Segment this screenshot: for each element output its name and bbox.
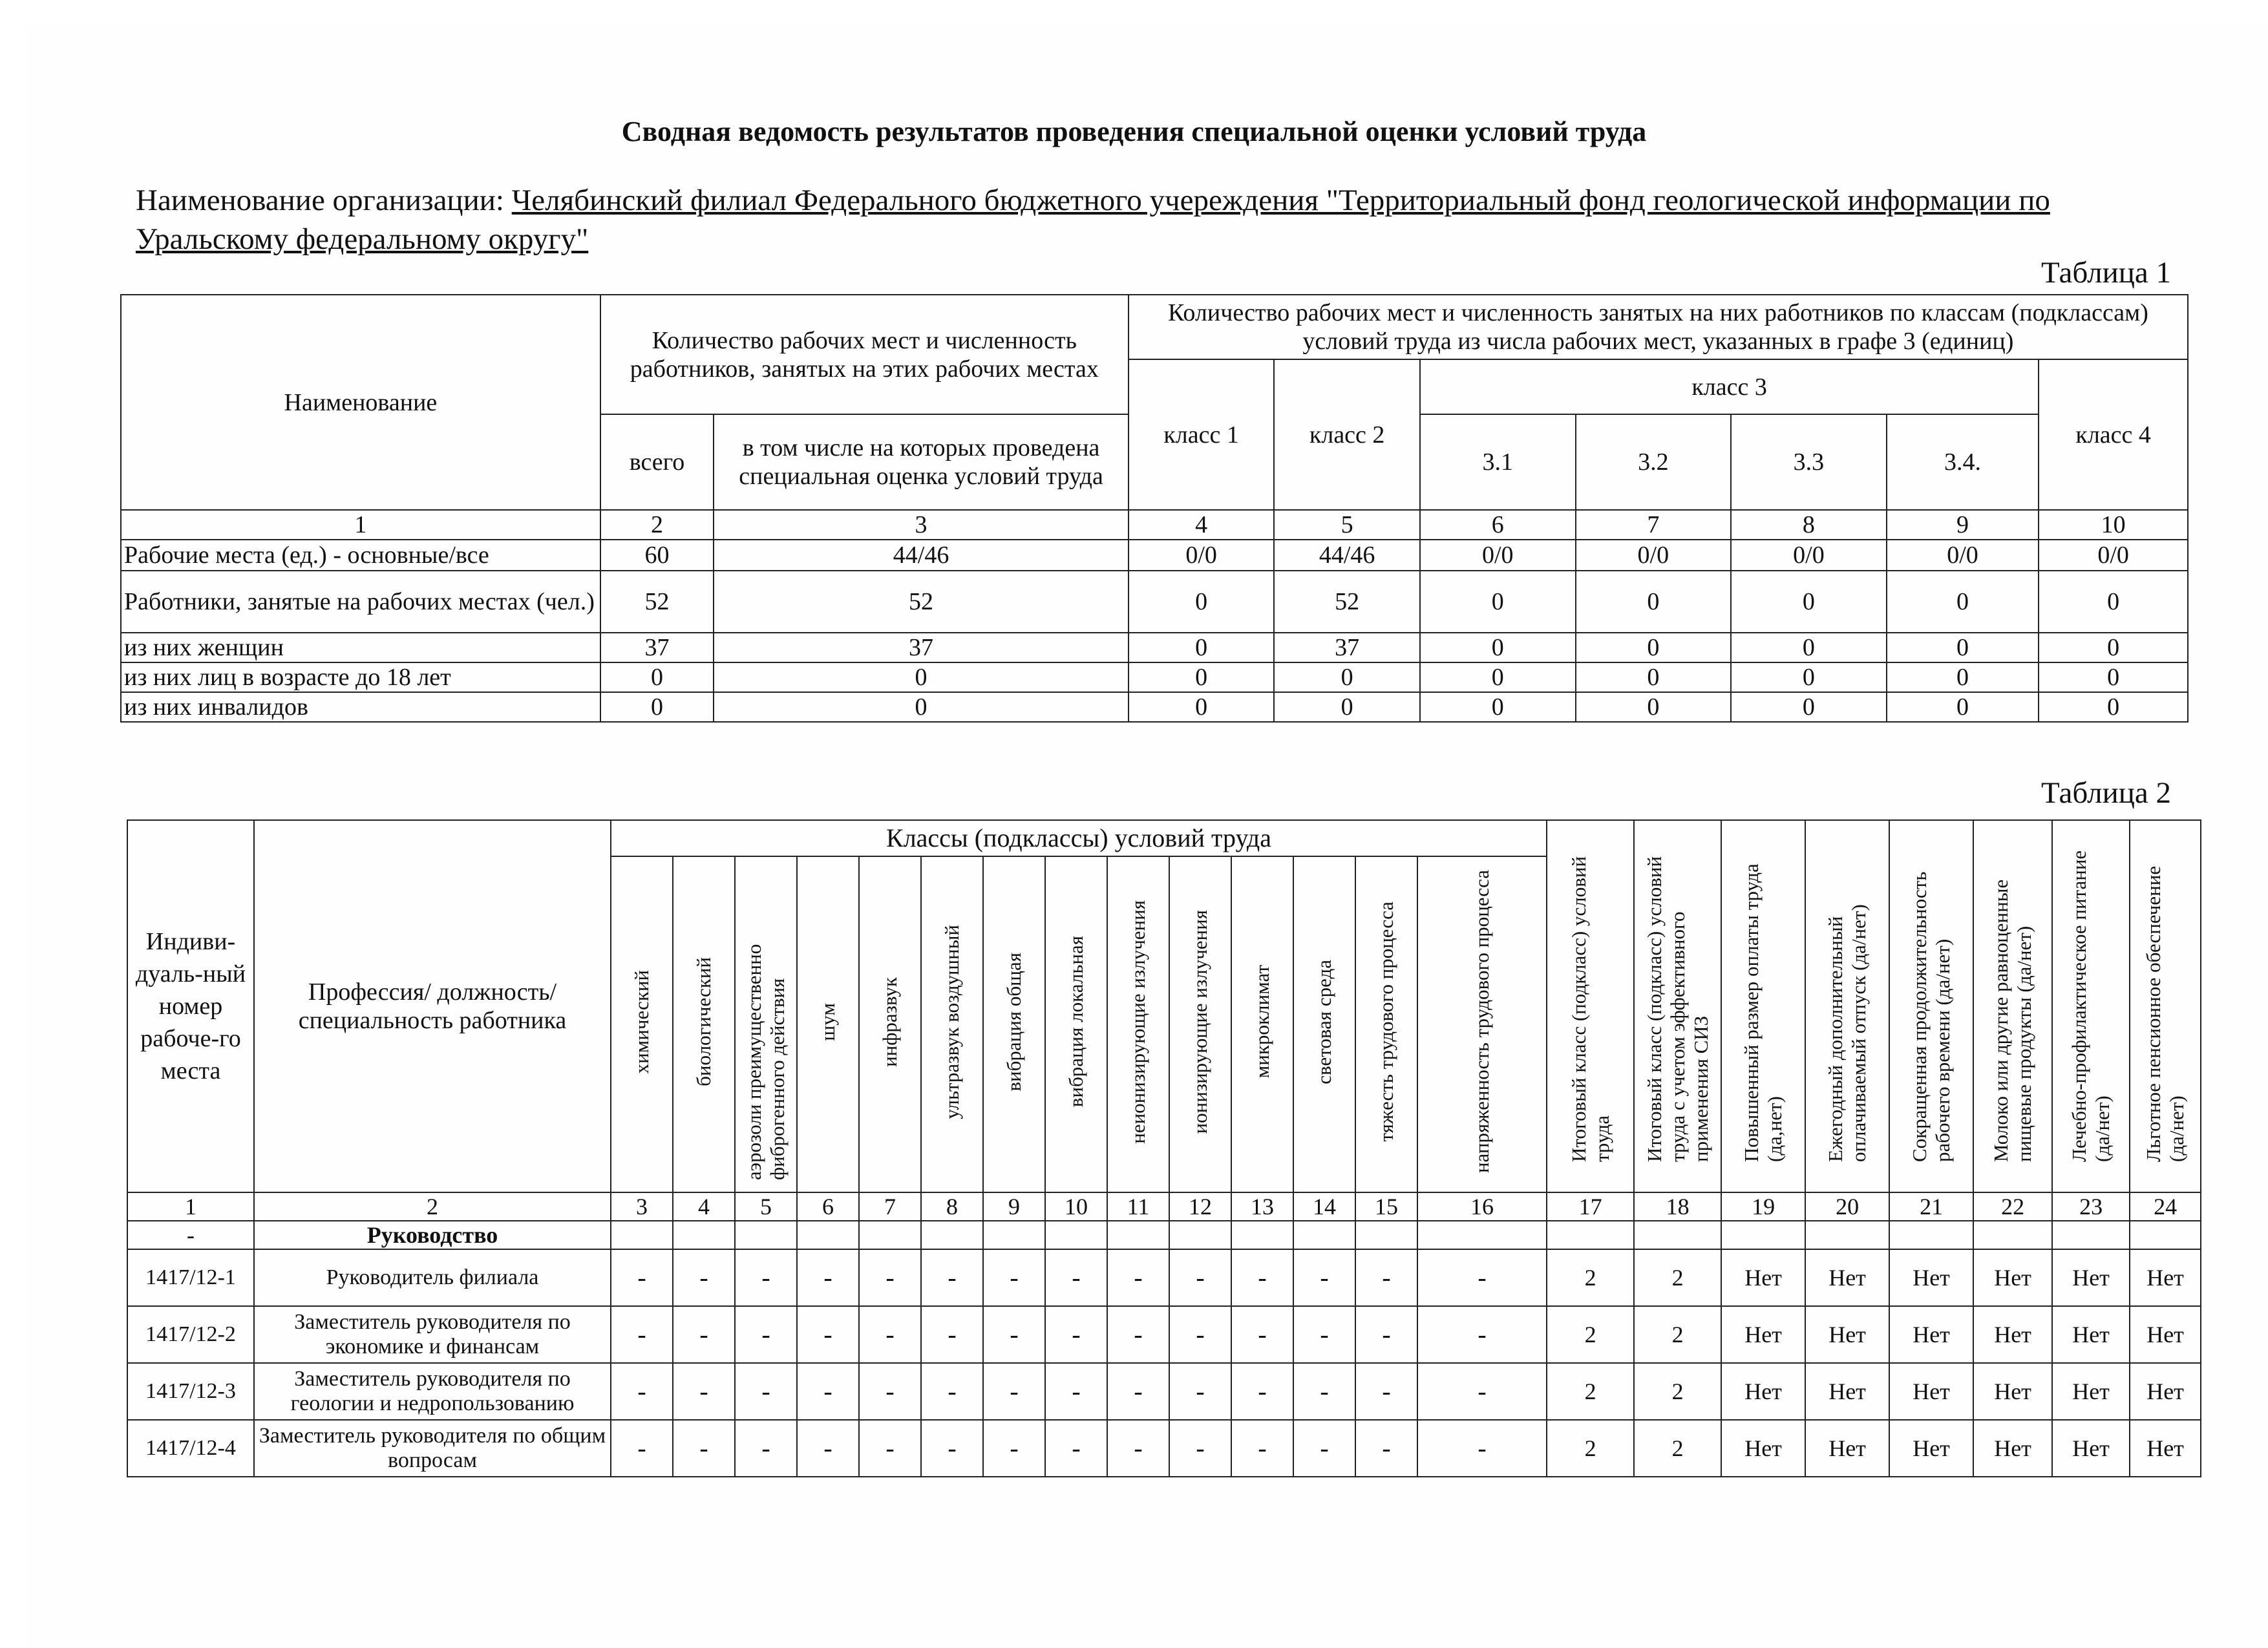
t2-factor-text: химический	[630, 969, 653, 1074]
table-cell: -	[1231, 1306, 1293, 1363]
table-cell: 0/0	[1420, 540, 1576, 571]
table-cell: Нет	[2052, 1249, 2130, 1306]
table-cell: 2	[1547, 1363, 1634, 1420]
t2-colnum: 24	[2130, 1192, 2201, 1221]
row-label: из них инвалидов	[121, 692, 600, 722]
t2-factor-text: вибрация общая	[1002, 952, 1025, 1092]
table-cell: 0	[1420, 633, 1576, 662]
t2-colnum: 15	[1355, 1192, 1417, 1221]
table-cell: -	[1355, 1420, 1417, 1477]
t2-factor-text: инфразвук	[878, 977, 901, 1067]
table-cell: -	[1293, 1306, 1355, 1363]
table-cell: Нет	[2052, 1306, 2130, 1363]
table-cell: Нет	[1889, 1363, 1973, 1420]
workplace-table	[127, 819, 2201, 1477]
table-cell: 0	[1887, 692, 2039, 722]
table-cell: -	[1169, 1420, 1231, 1477]
t2-header-pension-text: Льготное пенсионное обеспечение (да/нет)	[2142, 865, 2189, 1162]
table-cell	[1169, 1221, 1231, 1249]
table-cell	[611, 1221, 673, 1249]
table-cell: 0	[1731, 692, 1887, 722]
t2-factor-text: напряженность трудового процесса	[1470, 870, 1494, 1174]
t2-factor-text: микроклимат	[1251, 965, 1273, 1079]
t2-colnum: 7	[859, 1192, 921, 1221]
table-cell: 52	[1274, 571, 1420, 633]
table-cell: 0	[1129, 692, 1275, 722]
profession-name: Заместитель руководителя по геологии и недропользованию	[254, 1363, 611, 1420]
table-cell: -	[1045, 1306, 1107, 1363]
t2-header-id	[127, 820, 254, 1192]
table-cell: -	[797, 1363, 859, 1420]
table-cell: Нет	[1721, 1363, 1805, 1420]
table-cell: -	[1417, 1249, 1547, 1306]
table-cell: 2	[1547, 1420, 1634, 1477]
table-cell: -	[983, 1306, 1045, 1363]
t2-header-hours	[1889, 820, 1973, 1192]
t2-factor-header	[1355, 856, 1417, 1192]
profession-name: Заместитель руководителя по экономике и финансам	[254, 1306, 611, 1363]
row-label: Работники, занятые на рабочих местах (чел.)	[121, 571, 600, 633]
t2-colnum: 17	[1547, 1192, 1634, 1221]
table-cell: 0	[1129, 633, 1275, 662]
table-cell	[2052, 1221, 2130, 1249]
t1-header-classes: Количество рабочих мест и численность занятых на них работников по классам (подклассам) условий труда из числа рабочих мест, указанных в графе 3 (единиц)	[1129, 295, 2188, 359]
table-cell: 0	[1129, 571, 1275, 633]
table-cell	[1417, 1221, 1547, 1249]
table-row	[127, 1420, 2201, 1477]
table-cell: -	[921, 1306, 983, 1363]
t2-header-pay-text: Повышенный размер оплаты труда (да,нет)	[1740, 863, 1786, 1162]
table-cell: Нет	[2052, 1420, 2130, 1477]
table-cell: 0	[1274, 662, 1420, 692]
t2-colnum: 10	[1045, 1192, 1107, 1221]
table-cell: -	[1355, 1249, 1417, 1306]
table-cell: -	[673, 1249, 735, 1306]
workplace-id: 1417/12-4	[127, 1420, 254, 1477]
t2-header-classes: Классы (подклассы) условий труда	[611, 820, 1547, 856]
row-label: из них женщин	[121, 633, 600, 662]
table-cell: Нет	[1973, 1363, 2052, 1420]
table-cell: 0	[1576, 633, 1732, 662]
table-cell: 0	[2039, 692, 2188, 722]
table-row	[121, 692, 2188, 722]
t1-colnum: 9	[1887, 510, 2039, 540]
table-row	[127, 1363, 2201, 1420]
table-row	[121, 662, 2188, 692]
t2-factor-header	[1417, 856, 1547, 1192]
table-cell: -	[1355, 1363, 1417, 1420]
table-cell: 0	[714, 692, 1129, 722]
organization-label: Наименование организации:	[136, 184, 512, 217]
t2-header-id-text: Индиви-дуаль-ный номер рабоче-го места	[135, 928, 246, 1084]
t2-colnum: 16	[1417, 1192, 1547, 1221]
table-cell: 0	[1576, 692, 1732, 722]
t1-colnum: 10	[2039, 510, 2188, 540]
t2-factor-text: световая среда	[1313, 959, 1335, 1084]
table-cell: -	[611, 1249, 673, 1306]
t1-colnum: 8	[1731, 510, 1887, 540]
table-cell: -	[983, 1249, 1045, 1306]
t2-colnum: 11	[1107, 1192, 1169, 1221]
table-cell: Нет	[1721, 1420, 1805, 1477]
table-cell: 0	[1887, 633, 2039, 662]
table-cell: 2	[1634, 1249, 1721, 1306]
t2-colnum: 23	[2052, 1192, 2130, 1221]
t2-header-pension	[2130, 820, 2201, 1192]
table-cell	[797, 1221, 859, 1249]
t1-header-3-3: 3.3	[1731, 414, 1887, 510]
table-cell	[735, 1221, 797, 1249]
table-cell: Нет	[1889, 1249, 1973, 1306]
t2-header-final-class-text: Итоговый класс (подкласс) условий труда	[1567, 856, 1613, 1162]
table-cell	[1045, 1221, 1107, 1249]
t2-factor-header	[1231, 856, 1293, 1192]
workplace-id: 1417/12-1	[127, 1249, 254, 1306]
table-cell	[1547, 1221, 1634, 1249]
table-cell	[859, 1221, 921, 1249]
table-cell: 37	[714, 633, 1129, 662]
table-cell	[1805, 1221, 1889, 1249]
table-cell: -	[921, 1363, 983, 1420]
table-row	[127, 1249, 2201, 1306]
table-row	[121, 540, 2188, 571]
table-cell: 2	[1634, 1306, 1721, 1363]
table-cell: Нет	[1805, 1249, 1889, 1306]
t2-section-row	[127, 1221, 2201, 1249]
table-cell: -	[735, 1249, 797, 1306]
table-cell: -	[1231, 1363, 1293, 1420]
t1-header-class4: класс 4	[2039, 359, 2188, 510]
table-cell: 0	[1887, 571, 2039, 633]
table-cell: -	[1293, 1420, 1355, 1477]
table-cell: Нет	[1805, 1363, 1889, 1420]
table-cell: -	[859, 1420, 921, 1477]
table-cell: 44/46	[1274, 540, 1420, 571]
t2-factor-text: вибрация локальная	[1065, 936, 1087, 1108]
table-cell: -	[611, 1420, 673, 1477]
t2-header-final-class-siz-text: Итоговый класс (подкласс) условий труда с учетом эффективного применения СИЗ	[1642, 856, 1712, 1162]
row-label: из них лиц в возрасте до 18 лет	[121, 662, 600, 692]
t2-factor-header	[859, 856, 921, 1192]
t2-factor-header	[1045, 856, 1107, 1192]
table-cell: 0	[1274, 692, 1420, 722]
table-cell	[983, 1221, 1045, 1249]
table-cell: -	[1231, 1249, 1293, 1306]
table-cell: 2	[1634, 1420, 1721, 1477]
t2-column-numbers	[127, 1192, 2201, 1221]
table-cell: 2	[1547, 1306, 1634, 1363]
t2-colnum: 3	[611, 1192, 673, 1221]
t2-colnum: 21	[1889, 1192, 1973, 1221]
profession-name: Руководитель филиала	[254, 1249, 611, 1306]
t2-factor-text: шум	[816, 1002, 839, 1041]
t1-colnum: 7	[1576, 510, 1732, 540]
t2-factor-header	[797, 856, 859, 1192]
table-row	[127, 1306, 2201, 1363]
table-cell: 2	[1547, 1249, 1634, 1306]
table-cell: 0	[1420, 692, 1576, 722]
t1-header-assessed: в том числе на которых проведена специальная оценка условий труда	[714, 414, 1129, 510]
table-cell: Нет	[1721, 1249, 1805, 1306]
t2-factor-header	[921, 856, 983, 1192]
table-cell: Нет	[1889, 1420, 1973, 1477]
t2-factor-header	[1107, 856, 1169, 1192]
t2-header-final-class	[1547, 820, 1634, 1192]
table-cell: 0	[1731, 633, 1887, 662]
table-cell: -	[1293, 1249, 1355, 1306]
t2-colnum: 20	[1805, 1192, 1889, 1221]
t2-header-nutrition	[2052, 820, 2130, 1192]
table-cell: -	[921, 1249, 983, 1306]
summary-table	[120, 294, 2189, 723]
t2-factor-header	[983, 856, 1045, 1192]
t2-header-leave	[1805, 820, 1889, 1192]
table-cell: -	[611, 1363, 673, 1420]
table-cell: 0	[1129, 662, 1275, 692]
table-cell: -	[673, 1363, 735, 1420]
table-cell: -	[1107, 1306, 1169, 1363]
document-title: Сводная ведомость результатов проведения специальной оценки условий труда	[621, 116, 1647, 147]
table-cell: -	[1355, 1306, 1417, 1363]
table-cell: Нет	[1973, 1420, 2052, 1477]
t1-header-3-1: 3.1	[1420, 414, 1576, 510]
table-cell	[921, 1221, 983, 1249]
t1-colnum: 3	[714, 510, 1129, 540]
table-cell: 37	[1274, 633, 1420, 662]
table-cell: 0	[1420, 571, 1576, 633]
table-cell: 0	[1576, 571, 1732, 633]
table-cell: -	[673, 1420, 735, 1477]
t1-header-total: всего	[600, 414, 714, 510]
t1-colnum: 1	[121, 510, 600, 540]
table-cell: -	[797, 1249, 859, 1306]
t2-colnum: 2	[254, 1192, 611, 1221]
table-cell	[1973, 1221, 2052, 1249]
table-cell: Нет	[1805, 1306, 1889, 1363]
table-cell	[1293, 1221, 1355, 1249]
table-cell: 0	[1731, 662, 1887, 692]
t2-header-nutrition-text: Лечебно-профилактическое питание (да/нет)	[2068, 850, 2114, 1162]
row-label: Рабочие места (ед.) - основные/все	[121, 540, 600, 571]
t2-factor-text: аэрозоли преимущественно фиброгенного действия	[743, 944, 789, 1180]
table-cell: -	[1107, 1249, 1169, 1306]
t2-factor-text: биологический	[692, 957, 715, 1086]
table-cell: 0/0	[1576, 540, 1732, 571]
t1-column-numbers	[121, 510, 2188, 540]
table-cell: -	[983, 1420, 1045, 1477]
t1-header-places: Количество рабочих мест и численность работников, занятых на этих рабочих местах	[600, 295, 1129, 414]
table-cell: -	[859, 1306, 921, 1363]
table-cell	[673, 1221, 735, 1249]
table-cell: 0	[2039, 571, 2188, 633]
table-cell: 0/0	[1887, 540, 2039, 571]
t2-factor-header	[1169, 856, 1231, 1192]
section-mark: -	[127, 1221, 254, 1249]
t2-factor-text: неионизирующие излучения	[1127, 900, 1149, 1144]
organization-name: Челябинский филиал Федерального бюджетного учереждения "Территориальный фонд геологической информации по Уральскому федеральному округу"	[136, 184, 2050, 256]
table-cell: -	[983, 1363, 1045, 1420]
table-cell: 2	[1634, 1363, 1721, 1420]
t2-factor-header	[1293, 856, 1355, 1192]
table-cell: -	[1231, 1420, 1293, 1477]
t2-header-hours-text: Сокращенная продолжительность рабочего времени (да/нет)	[1908, 871, 1955, 1162]
table-cell: 0	[2039, 633, 2188, 662]
table-cell: 0	[1576, 662, 1732, 692]
profession-name: Заместитель руководителя по общим вопросам	[254, 1420, 611, 1477]
t2-colnum: 8	[921, 1192, 983, 1221]
t2-header-pay	[1721, 820, 1805, 1192]
table-cell	[1355, 1221, 1417, 1249]
t2-colnum: 19	[1721, 1192, 1805, 1221]
table-cell: 0	[1731, 571, 1887, 633]
t2-header-leave-text: Ежегодный дополнительный оплачиваемый отпуск (да/нет)	[1824, 904, 1871, 1162]
t2-factor-header	[611, 856, 673, 1192]
table-cell: -	[1417, 1363, 1547, 1420]
table-cell: -	[797, 1306, 859, 1363]
table-cell: -	[735, 1363, 797, 1420]
t2-colnum: 6	[797, 1192, 859, 1221]
t2-header-milk-text: Молоко или другие равноценные пищевые продукты (да/нет)	[1989, 879, 2036, 1162]
table-cell: Нет	[1805, 1420, 1889, 1477]
t1-colnum: 4	[1129, 510, 1275, 540]
table-cell: 60	[600, 540, 714, 571]
t1-header-3-2: 3.2	[1576, 414, 1732, 510]
table-cell: -	[921, 1420, 983, 1477]
table-cell: Нет	[2052, 1363, 2130, 1420]
t2-header-milk	[1973, 820, 2052, 1192]
table-cell: Нет	[1973, 1249, 2052, 1306]
table1-caption: Таблица 1	[2040, 256, 2171, 290]
section-title: Руководство	[254, 1221, 611, 1249]
table-cell: -	[1169, 1249, 1231, 1306]
t2-factor-text: тяжесть трудового процесса	[1375, 902, 1397, 1142]
table-cell: -	[1107, 1363, 1169, 1420]
table-cell: Нет	[1973, 1306, 2052, 1363]
t2-factor-text: ультразвук воздушный	[940, 924, 963, 1119]
workplace-id: 1417/12-3	[127, 1363, 254, 1420]
t1-header-class3: класс 3	[1420, 359, 2039, 414]
table-cell: -	[859, 1363, 921, 1420]
table-cell: -	[1107, 1420, 1169, 1477]
table-cell	[1721, 1221, 1805, 1249]
table-cell: Нет	[2130, 1249, 2201, 1306]
table-cell: 0/0	[2039, 540, 2188, 571]
table-cell: -	[859, 1249, 921, 1306]
t1-colnum: 2	[600, 510, 714, 540]
t2-factor-text: ионизирующие излучения	[1189, 909, 1211, 1134]
t2-colnum: 13	[1231, 1192, 1293, 1221]
t2-colnum: 9	[983, 1192, 1045, 1221]
table-cell	[2130, 1221, 2201, 1249]
table-cell: -	[735, 1306, 797, 1363]
t2-factor-header	[673, 856, 735, 1192]
table-cell: -	[1169, 1363, 1231, 1420]
t2-factor-header	[735, 856, 797, 1192]
table-cell	[1889, 1221, 1973, 1249]
table-cell: -	[1169, 1306, 1231, 1363]
t2-header-final-class-siz	[1634, 820, 1721, 1192]
organization-line	[136, 181, 2159, 259]
t2-colnum: 1	[127, 1192, 254, 1221]
t2-header-profession	[254, 820, 611, 1192]
table-cell: 52	[714, 571, 1129, 633]
table-cell: 37	[600, 633, 714, 662]
t2-colnum: 12	[1169, 1192, 1231, 1221]
table-cell: 0	[600, 662, 714, 692]
table-cell: 0	[600, 692, 714, 722]
t2-header-profession-text: Профессия/ должность/ специальность работника	[298, 978, 567, 1034]
table-cell: -	[1045, 1420, 1107, 1477]
t2-colnum: 5	[735, 1192, 797, 1221]
t1-header-name: Наименование	[121, 295, 600, 510]
table-cell: Нет	[2130, 1363, 2201, 1420]
table-cell: -	[1417, 1306, 1547, 1363]
t1-colnum: 5	[1274, 510, 1420, 540]
t2-colnum: 22	[1973, 1192, 2052, 1221]
table-cell	[1107, 1221, 1169, 1249]
t1-header-class1: класс 1	[1129, 359, 1275, 510]
table-cell	[1634, 1221, 1721, 1249]
table-row	[121, 633, 2188, 662]
t2-colnum: 14	[1293, 1192, 1355, 1221]
table-cell: 52	[600, 571, 714, 633]
table-cell: 0/0	[1129, 540, 1275, 571]
table-cell: 44/46	[714, 540, 1129, 571]
table-cell: Нет	[1721, 1306, 1805, 1363]
table-cell: Нет	[2130, 1420, 2201, 1477]
table-cell: 0/0	[1731, 540, 1887, 571]
table-cell: -	[673, 1306, 735, 1363]
table-cell: 0	[2039, 662, 2188, 692]
t2-colnum: 18	[1634, 1192, 1721, 1221]
workplace-id: 1417/12-2	[127, 1306, 254, 1363]
table-cell: -	[1045, 1249, 1107, 1306]
table-cell: 0	[714, 662, 1129, 692]
t2-colnum: 4	[673, 1192, 735, 1221]
table-cell: -	[797, 1420, 859, 1477]
t1-header-3-4: 3.4.	[1887, 414, 2039, 510]
table-cell: -	[1293, 1363, 1355, 1420]
t1-header-class2: класс 2	[1274, 359, 1420, 510]
table-cell: 0	[1887, 662, 2039, 692]
table-cell: -	[1417, 1420, 1547, 1477]
table-row	[121, 571, 2188, 633]
table2-caption: Таблица 2	[2040, 776, 2171, 810]
table-cell: 0	[1420, 662, 1576, 692]
table-cell: Нет	[1889, 1306, 1973, 1363]
table-cell	[1231, 1221, 1293, 1249]
table-cell: Нет	[2130, 1306, 2201, 1363]
table-cell: -	[611, 1306, 673, 1363]
t1-colnum: 6	[1420, 510, 1576, 540]
table-cell: -	[735, 1420, 797, 1477]
table-cell: -	[1045, 1363, 1107, 1420]
